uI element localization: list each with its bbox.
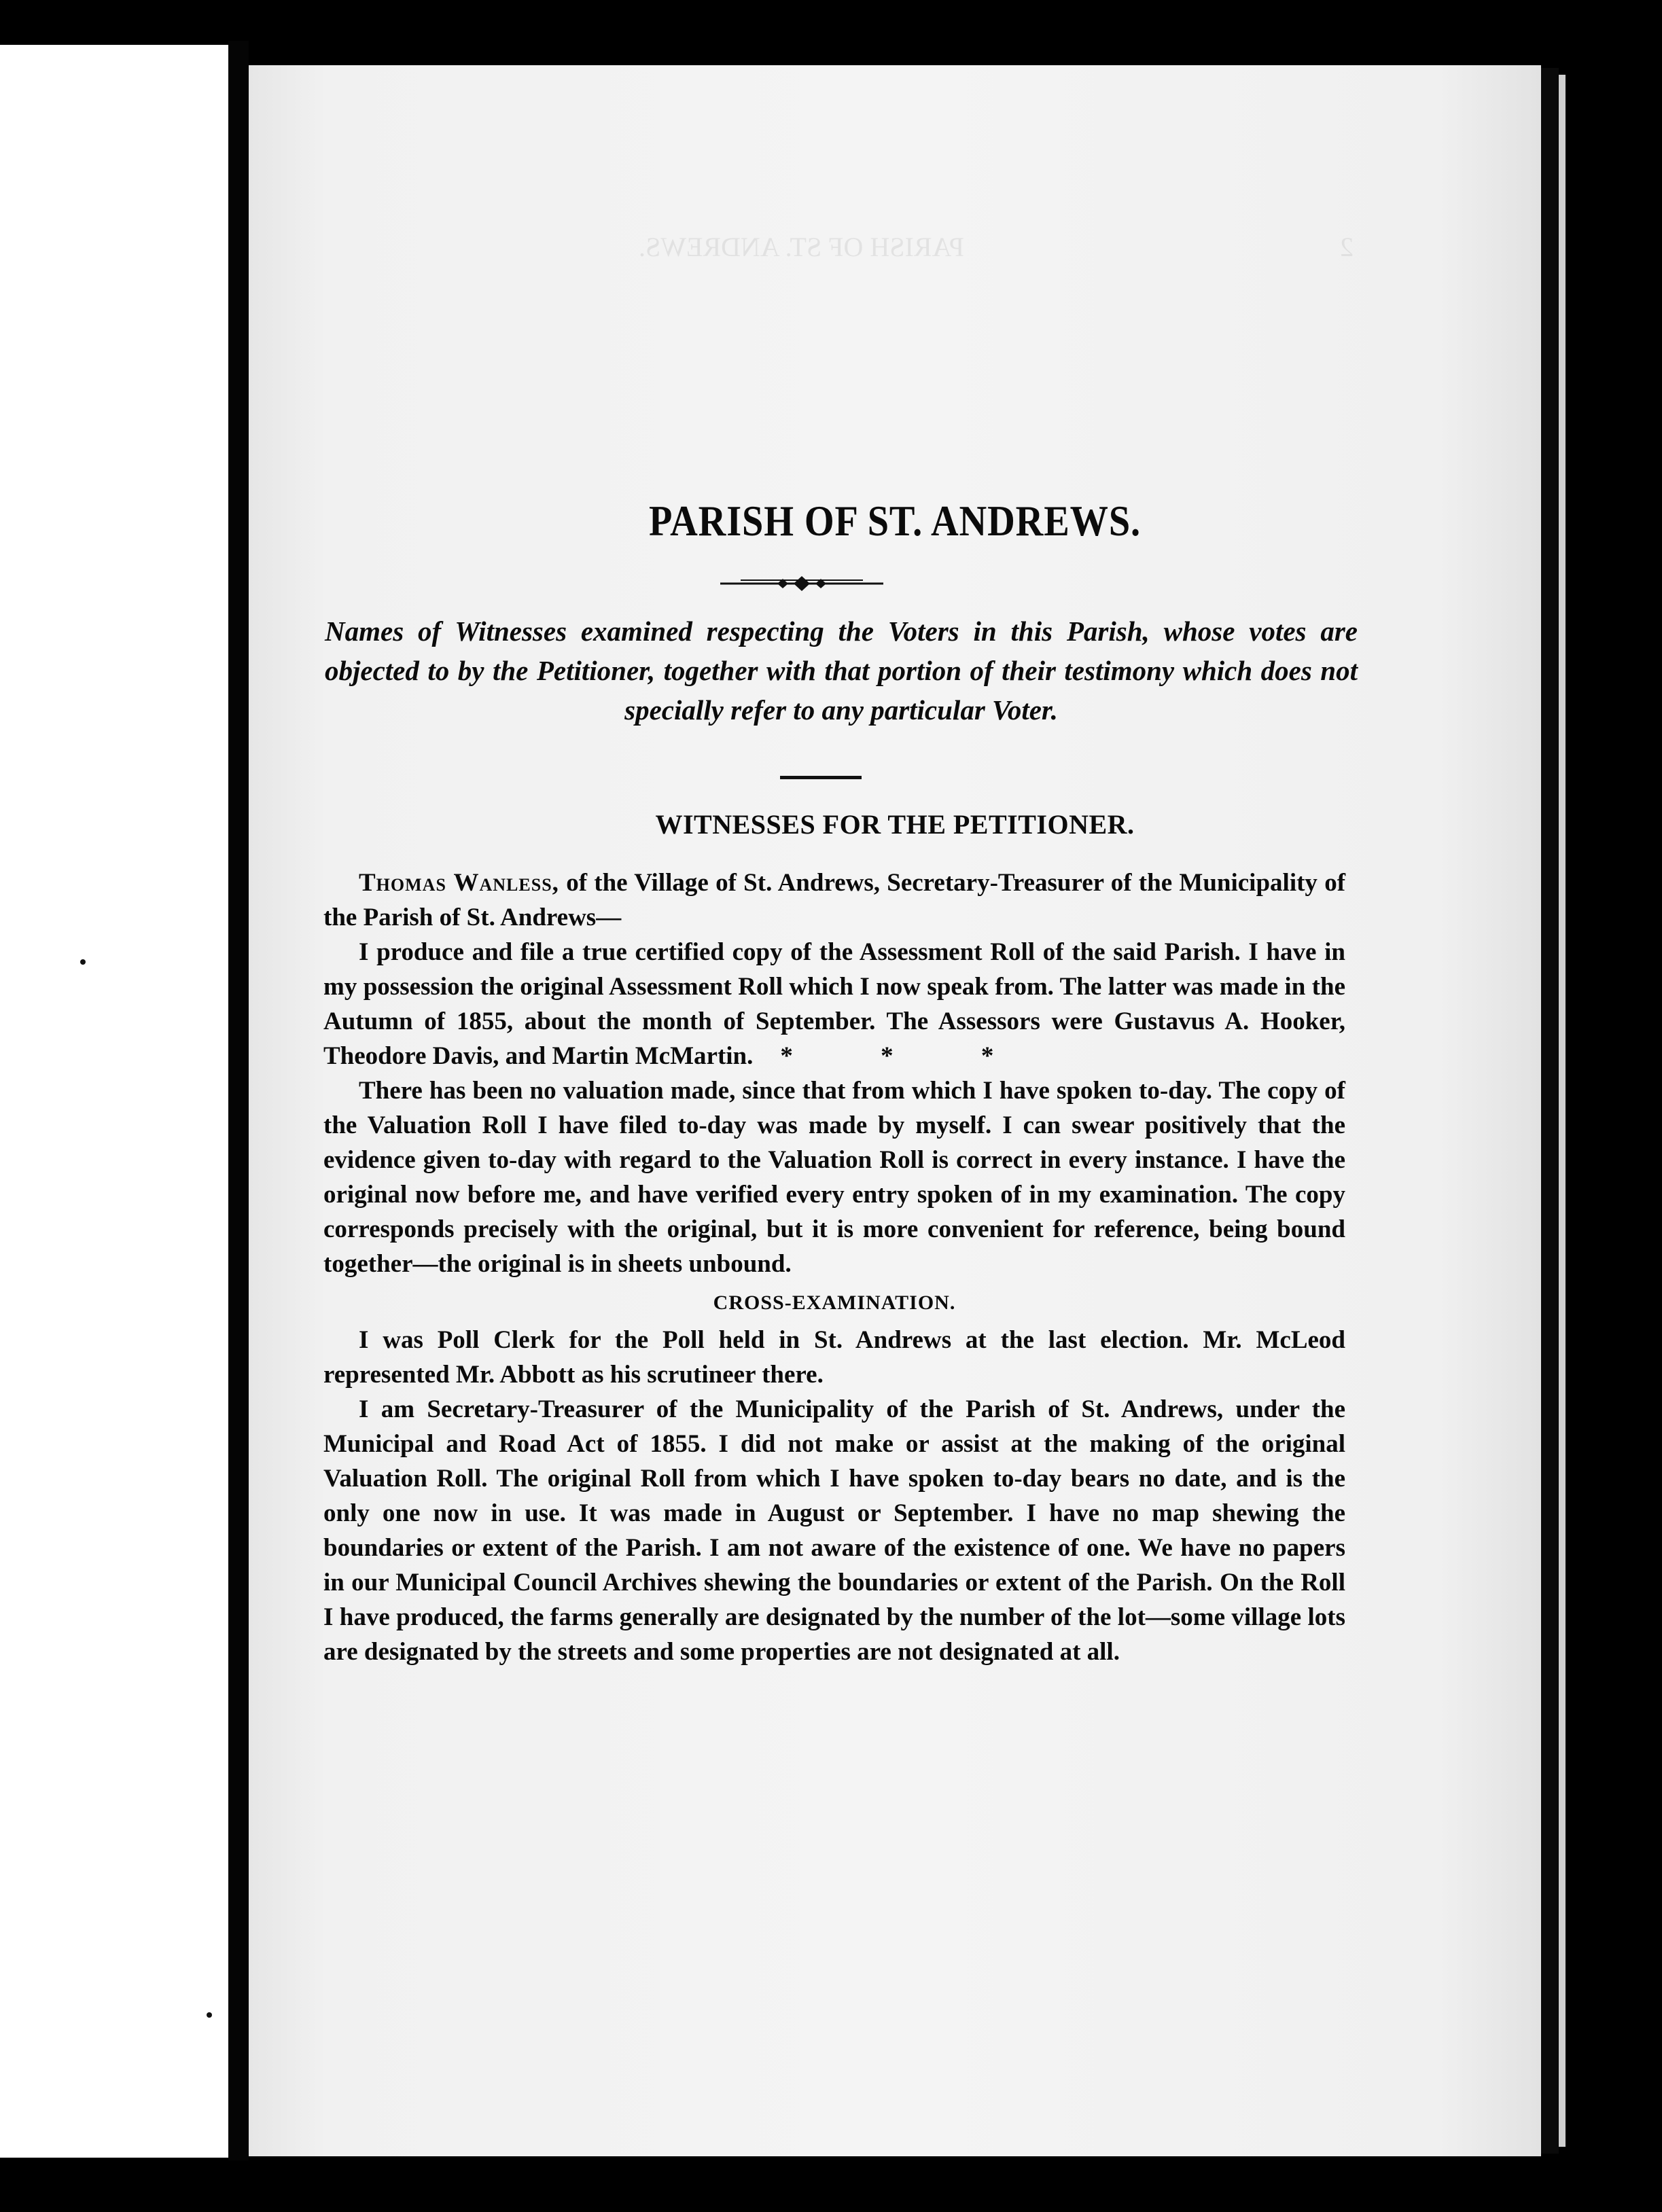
section-heading: WITNESSES FOR THE PETITIONER. <box>655 809 1135 840</box>
left-page-fragment <box>0 45 236 2158</box>
witness-intro <box>323 866 1345 935</box>
page-edge-shadow <box>1541 68 1559 2154</box>
page-title: PARISH OF ST. ANDREWS. <box>649 497 1141 545</box>
cross-examination-heading: CROSS-EXAMINATION. <box>713 1291 956 1314</box>
show-through-running-head: PARISH OF ST. ANDREWS. <box>639 232 965 262</box>
short-rule <box>780 776 862 779</box>
witness-name: Thomas Wanless, <box>359 869 559 897</box>
ink-speck <box>80 959 86 965</box>
testimony-paragraph-4: I am Secretary-Treasurer of the Municipality of the Parish of St. Andrews, under the Municipal and Road Act of 1855. I did not make or assist at the making of the original Valuation Roll. The original Roll from which I have spoken to-day bears no date, and is the only one now in use. It was made in August or September. I have no map shewing the boundaries or extent of the Parish. I am not aware of the existence of one. We have no papers in our Municipal Council Archives shewing the boundaries or extent of the Parish. On the Roll I have produced, the farms generally are designated by the number of the lot—some village lots are designated by the streets and some properties are not designated at all. <box>323 1395 1345 1666</box>
testimony-body <box>323 866 1345 1669</box>
ellipsis-stars: * * * <box>780 1042 1035 1070</box>
witness-description: of the Village of St. Andrews, Secretary-Treasurer of the Municipality of the Parish of St. Andrews— <box>323 869 1346 931</box>
testimony-paragraph-1: I produce and file a true certified copy of the Assessment Roll of the said Parish. I have in my possession the original Assessment Roll which I now speak from. The latter was made in the Autumn of 1855, about the month of September. The Assessors were Gustavus A. Hooker, Theodore Davis, and Martin McMartin. * * * <box>323 938 1345 1070</box>
show-through-page-number: 2 <box>1340 232 1354 262</box>
ink-speck <box>207 2012 212 2018</box>
ornamental-rule-icon <box>720 573 883 594</box>
testimony-paragraph-2: There has been no valuation made, since that from which I have spoken to-day. The copy of the Valuation Roll I have filed to-day was made by myself. I can swear positively that the evidence given to-day with regard to the Valuation Roll is correct in every instance. I have the original now before me, and have verified every entry spoken of in my examination. The copy corresponds precisely with the original, but it is more convenient for reference, being bound together—the original is in sheets unbound. <box>323 1077 1345 1278</box>
testimony-paragraph-3: I was Poll Clerk for the Poll held in St. Andrews at the last election. Mr. McLeod represented Mr. Abbott as his scrutineer there. <box>323 1326 1345 1389</box>
page-edge <box>1559 75 1566 2147</box>
book-spine <box>228 41 249 2160</box>
intro-note: Names of Witnesses examined respecting the Voters in this Parish, whose votes are objected to by the Petitioner, together with that portion of their testimony which does not specially refer to any particular Voter. <box>325 616 1358 726</box>
